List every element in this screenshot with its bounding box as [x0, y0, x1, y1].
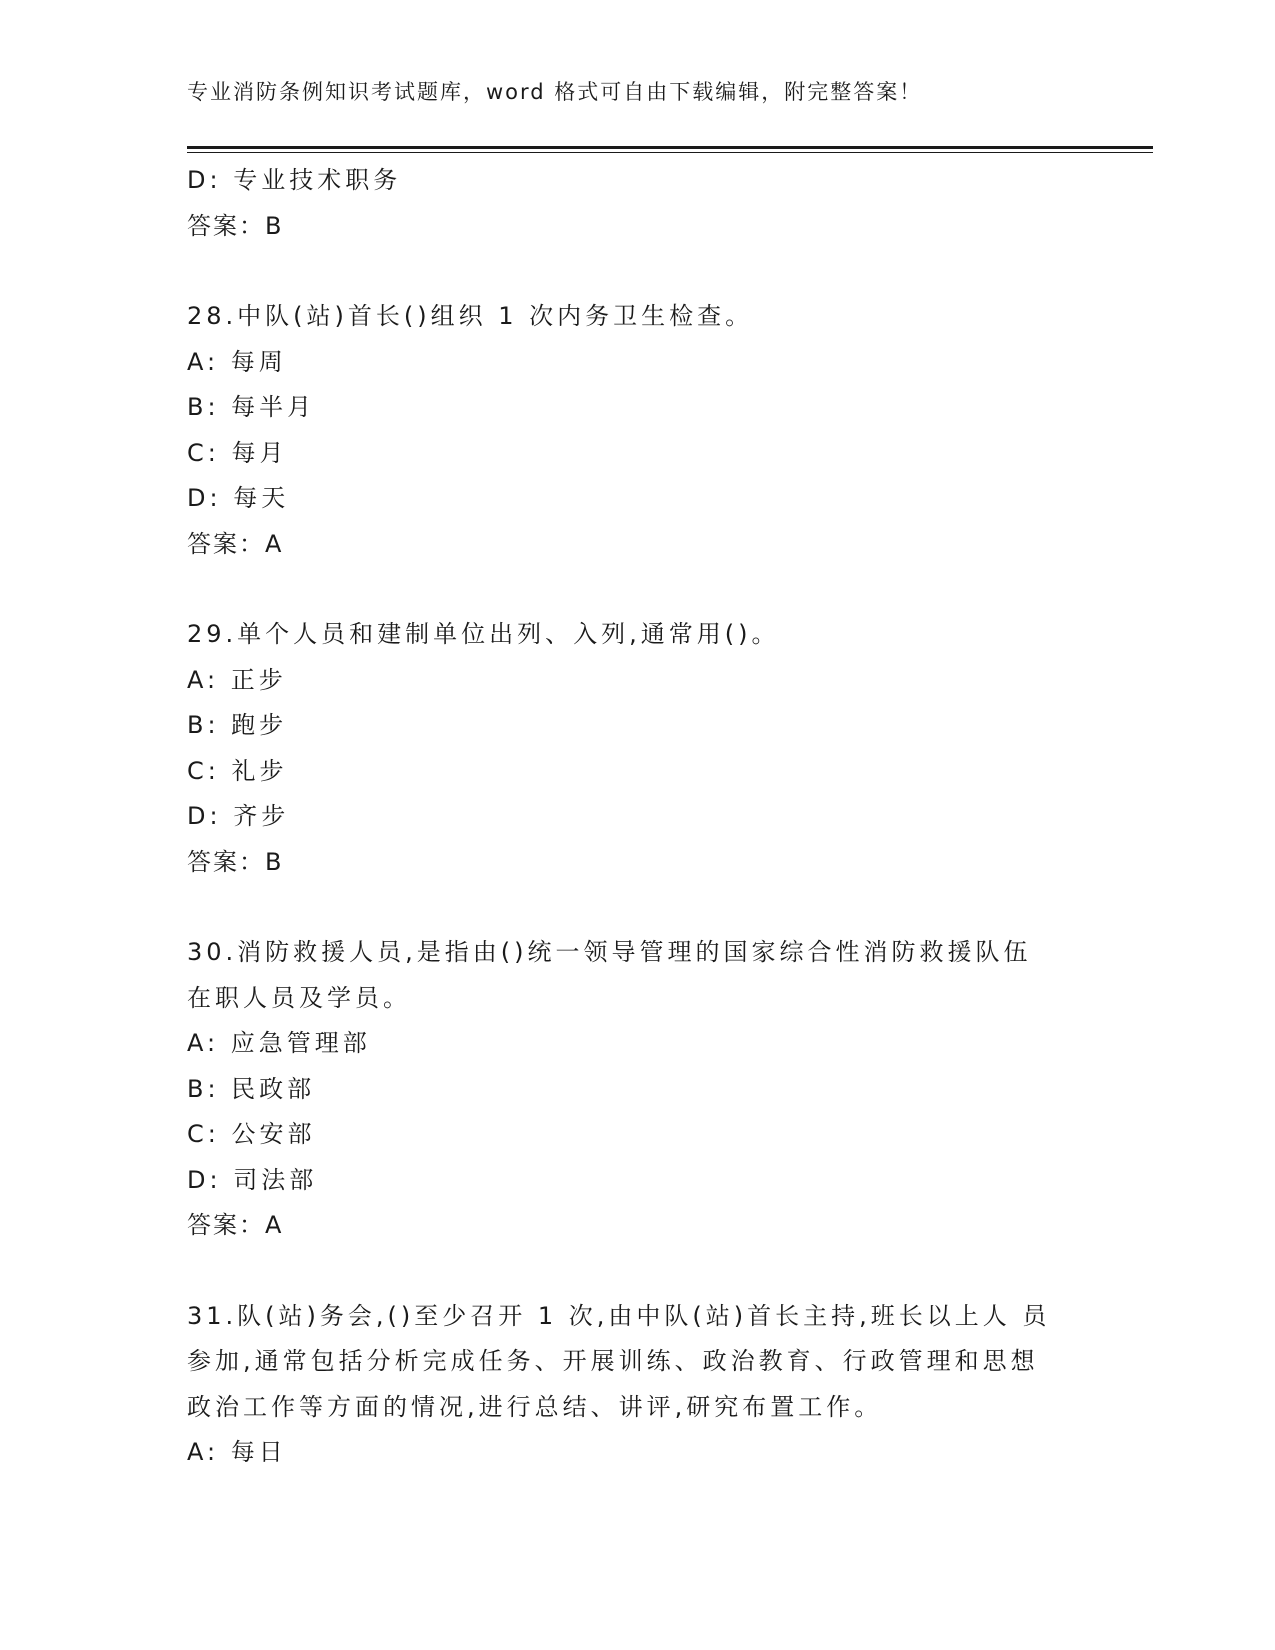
option-a: A: 每日 — [187, 1438, 287, 1466]
answer: 答案：B — [187, 847, 284, 876]
spacer — [187, 1249, 1087, 1294]
question-text: 29.单个人员和建制单位出列、入列,通常用()。 — [187, 620, 780, 648]
option-a: A: 应急管理部 — [187, 1029, 371, 1057]
option-d: D: 齐步 — [187, 802, 290, 830]
question-text: 28.中队(站)首长()组织 1 次内务卫生检查。 — [187, 302, 754, 330]
question-text-line-1: 31.队(站)务会,()至少召开 1 次,由中队(站)首长主持,班长以上人 员 — [187, 1301, 1051, 1330]
option-b: B: 民政部 — [187, 1074, 316, 1103]
question-30 — [187, 930, 1087, 1249]
option-d: D: 司法部 — [187, 1165, 318, 1194]
option-b: B: 每半月 — [187, 393, 316, 421]
spacer — [187, 885, 1087, 930]
option-b: B: 跑步 — [187, 711, 288, 739]
option-a: A: 每周 — [187, 347, 287, 376]
question-28 — [187, 294, 1087, 567]
question-text-line-2: 在职人员及学员。 — [187, 983, 411, 1012]
question-text-line-2: 参加,通常包括分析完成任务、开展训练、政治教育、行政管理和思想 — [187, 1347, 1039, 1375]
spacer — [187, 567, 1087, 612]
question-31 — [187, 1294, 1087, 1476]
question-27-tail — [187, 158, 1087, 249]
option-c: C: 每月 — [187, 438, 288, 467]
spacer — [187, 249, 1087, 294]
page-header: 专业消防条例知识考试题库，word 格式可自由下载编辑，附完整答案！ — [187, 80, 923, 104]
answer: 答案：A — [187, 1211, 284, 1239]
question-29 — [187, 612, 1087, 885]
option-a: A: 正步 — [187, 665, 287, 694]
header-rule-thick — [187, 146, 1153, 149]
option-c: C: 公安部 — [187, 1120, 316, 1148]
document-body — [187, 158, 1087, 1476]
option-c: C: 礼步 — [187, 756, 288, 785]
question-text-line-3: 政治工作等方面的情况,进行总结、讲评,研究布置工作。 — [187, 1392, 883, 1421]
option-d: D: 专业技术职务 — [187, 166, 402, 194]
answer: 答案：A — [187, 529, 284, 558]
question-text-line-1: 30.消防救援人员,是指由()统一领导管理的国家综合性消防救援队伍 — [187, 938, 1032, 966]
answer: 答案：B — [187, 211, 284, 240]
header-rule-thin — [187, 152, 1153, 153]
option-d: D: 每天 — [187, 484, 290, 512]
